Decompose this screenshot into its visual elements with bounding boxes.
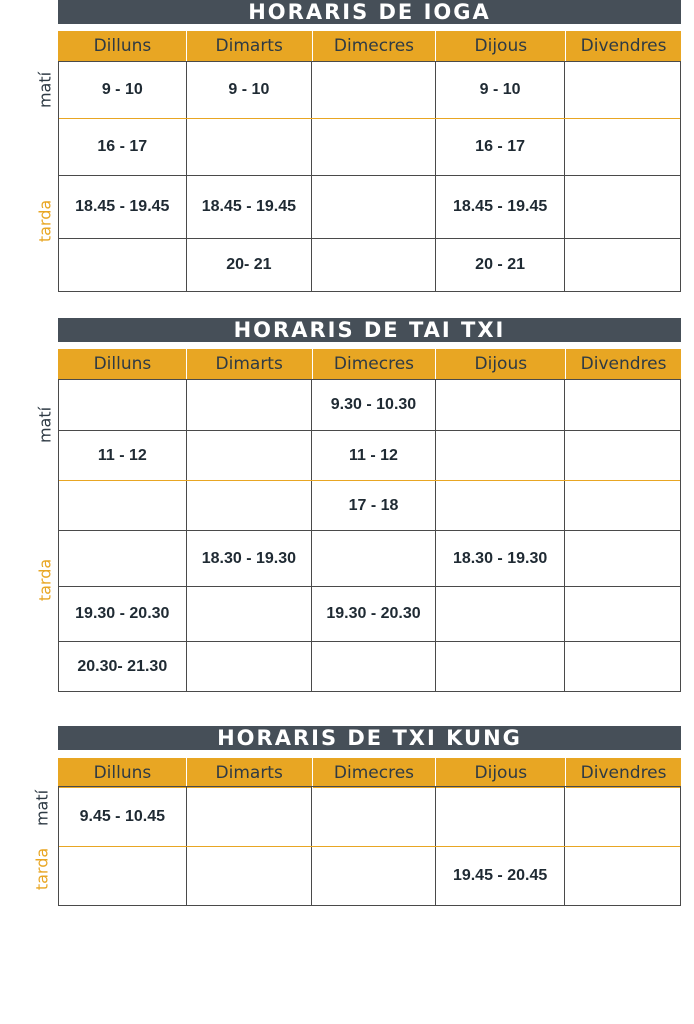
- morning-label: matí: [32, 789, 52, 827]
- table-row: [59, 238, 680, 291]
- day-header-wednesday: Dimecres: [313, 349, 437, 379]
- schedule-cell: 9 - 10: [59, 62, 187, 118]
- table-row: [59, 480, 680, 530]
- schedule-cell: [187, 380, 313, 430]
- schedule-cell: 19.30 - 20.30: [312, 587, 436, 641]
- schedule-cell: 9 - 10: [436, 62, 566, 118]
- qigong-schedule-title: HORARIS DE TXI KUNG: [58, 726, 681, 750]
- schedule-cell: [436, 787, 566, 846]
- table-row: [59, 846, 680, 905]
- day-header-tuesday: Dimarts: [187, 31, 313, 61]
- schedule-cell: [187, 642, 313, 691]
- yoga-day-header-row: [58, 31, 681, 61]
- schedule-cell: [436, 481, 566, 530]
- schedule-cell: 20- 21: [187, 239, 313, 291]
- schedule-cell: 11 - 12: [59, 431, 187, 480]
- schedule-cell: [565, 481, 680, 530]
- schedule-cell: [59, 531, 187, 586]
- schedule-cell: 18.45 - 19.45: [187, 176, 313, 238]
- day-header-wednesday: Dimecres: [313, 31, 437, 61]
- schedule-cell: 17 - 18: [312, 481, 436, 530]
- schedule-cell: [565, 587, 680, 641]
- table-row: [59, 62, 680, 118]
- day-header-tuesday: Dimarts: [187, 758, 313, 788]
- day-header-monday: Dilluns: [59, 349, 187, 379]
- schedule-cell: 9 - 10: [187, 62, 313, 118]
- table-row: [59, 586, 680, 641]
- morning-label: matí: [35, 71, 55, 109]
- schedule-cell: [436, 642, 566, 691]
- schedule-cell: [59, 847, 187, 905]
- schedule-cell: 16 - 17: [436, 119, 566, 175]
- schedule-cell: [565, 847, 680, 905]
- schedule-cell: [187, 431, 313, 480]
- taichi-schedule-grid: [58, 379, 681, 692]
- schedule-cell: 9.45 - 10.45: [59, 787, 187, 846]
- schedule-cell: [312, 176, 436, 238]
- schedule-cell: 16 - 17: [59, 119, 187, 175]
- schedule-cell: [187, 787, 313, 846]
- day-header-friday: Divendres: [580, 36, 667, 56]
- table-row: [59, 380, 680, 430]
- afternoon-label: tarda: [35, 199, 55, 243]
- schedule-cell: [565, 119, 680, 175]
- schedule-cell: [565, 431, 680, 480]
- schedule-cell: [312, 239, 436, 291]
- schedule-cell: [565, 642, 680, 691]
- schedule-cell: 9.30 - 10.30: [312, 380, 436, 430]
- schedule-cell: [312, 62, 436, 118]
- table-row: [59, 641, 680, 691]
- schedule-cell: [312, 847, 436, 905]
- table-row: [59, 430, 680, 480]
- day-header-thursday: Dijous: [436, 758, 566, 788]
- schedule-cell: [187, 587, 313, 641]
- day-header-wednesday: Dimecres: [313, 758, 437, 788]
- schedule-cell: 18.30 - 19.30: [187, 531, 313, 586]
- qigong-schedule-grid: [58, 786, 681, 906]
- qigong-day-header-row: [58, 758, 681, 788]
- schedule-cell: 18.45 - 19.45: [436, 176, 566, 238]
- schedule-cell: [436, 380, 566, 430]
- schedule-cell: 11 - 12: [312, 431, 436, 480]
- schedule-cell: [187, 481, 313, 530]
- table-row: [59, 787, 680, 846]
- yoga-schedule-title: HORARIS DE IOGA: [58, 0, 681, 24]
- schedule-cell: [436, 431, 566, 480]
- schedule-cell: [565, 239, 680, 291]
- schedule-cell: [59, 481, 187, 530]
- schedule-cell: [59, 380, 187, 430]
- taichi-day-header-row: [58, 349, 681, 379]
- morning-label: matí: [35, 406, 55, 444]
- schedule-cell: 19.30 - 20.30: [59, 587, 187, 641]
- schedule-cell: [565, 380, 680, 430]
- schedule-cell: [312, 642, 436, 691]
- schedule-cell: [187, 847, 313, 905]
- afternoon-label: tarda: [32, 847, 52, 891]
- taichi-schedule-title: HORARIS DE TAI TXI: [58, 318, 681, 342]
- schedule-cell: [312, 787, 436, 846]
- schedule-cell: 18.45 - 19.45: [59, 176, 187, 238]
- schedule-cell: [565, 787, 680, 846]
- schedule-cell: [565, 176, 680, 238]
- day-header-monday: Dilluns: [59, 31, 187, 61]
- day-header-monday: Dilluns: [59, 758, 187, 788]
- schedule-cell: 20.30- 21.30: [59, 642, 187, 691]
- day-header-thursday: Dijous: [436, 31, 566, 61]
- schedule-cell: [59, 239, 187, 291]
- schedule-cell: 18.30 - 19.30: [436, 531, 566, 586]
- day-header-friday: Divendres: [580, 763, 667, 783]
- table-row: [59, 118, 680, 175]
- day-header-thursday: Dijous: [436, 349, 566, 379]
- table-row: [59, 530, 680, 586]
- schedule-cell: 20 - 21: [436, 239, 566, 291]
- day-header-tuesday: Dimarts: [187, 349, 313, 379]
- schedule-cell: [312, 119, 436, 175]
- schedule-cell: [565, 531, 680, 586]
- day-header-friday: Divendres: [580, 354, 667, 374]
- schedule-cell: [312, 531, 436, 586]
- schedule-cell: 19.45 - 20.45: [436, 847, 566, 905]
- table-row: [59, 175, 680, 238]
- schedule-cell: [565, 62, 680, 118]
- afternoon-label: tarda: [35, 558, 55, 602]
- schedule-cell: [187, 119, 313, 175]
- schedule-cell: [436, 587, 566, 641]
- yoga-schedule-grid: [58, 61, 681, 292]
